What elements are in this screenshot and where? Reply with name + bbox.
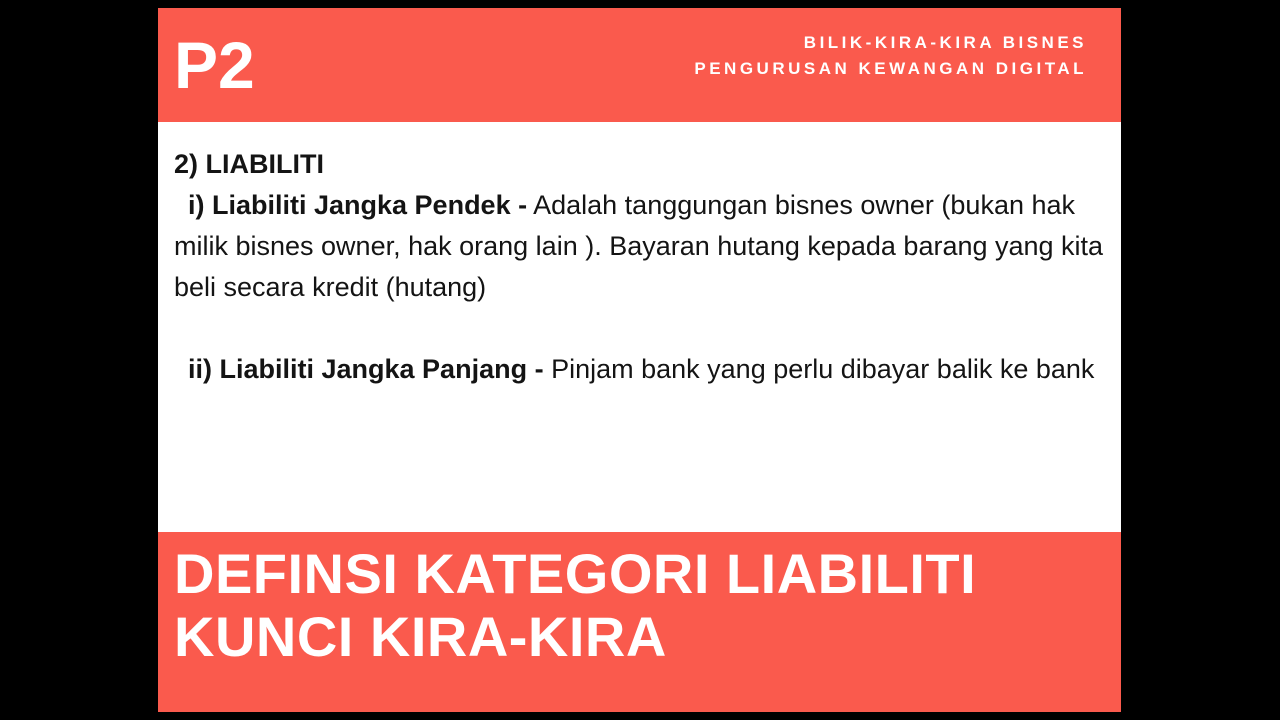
presentation-slide [158,8,1121,712]
slide-footer [158,532,1121,712]
page-number-label: P2 [174,28,255,102]
course-name [694,30,1087,83]
slide-title-line2: KUNCI KIRA-KIRA [174,605,667,668]
slide-header [158,8,1121,122]
definition-term: i) Liabiliti Jangka Pendek - [188,190,528,220]
section-heading: 2) LIABILITI [174,149,324,179]
definition-item-short-term [174,185,1105,308]
definition-description: Pinjam bank yang perlu dibayar balik ke bank [551,354,1095,384]
definition-description: Adalah tanggungan bisnes owner (bukan hak milik bisnes owner, hak orang lain ). Bayaran hutang kepada barang yang kita beli secara kredit (hutang) [174,190,1104,302]
definition-term: ii) Liabiliti Jangka Panjang - [188,354,544,384]
slide-body [158,122,1121,532]
course-name-line2: PENGURUSAN KEWANGAN DIGITAL [694,59,1087,78]
course-name-line1: BILIK-KIRA-KIRA BISNES [803,32,1087,52]
slide-title [174,542,1105,668]
definition-item-long-term [174,349,1105,390]
slide-title-line1: DEFINSI KATEGORI LIABILITI [174,542,977,605]
